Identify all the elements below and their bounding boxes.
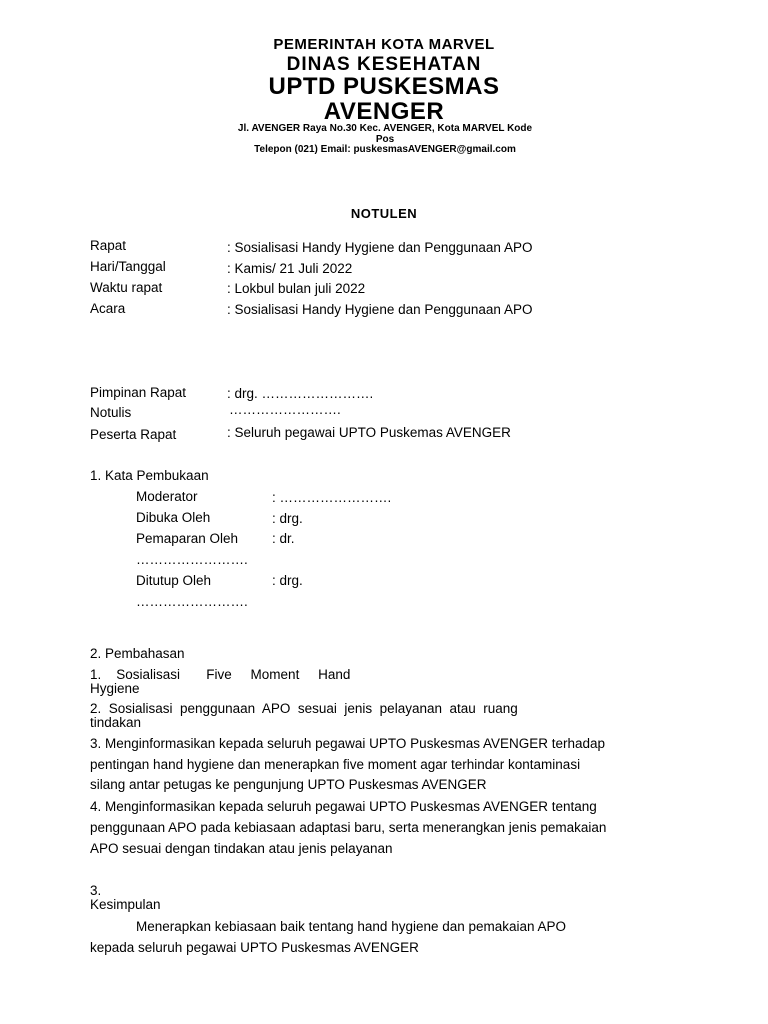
meeting-value-rapat: : Sosialisasi Handy Hygiene dan Penggunaan APO: [227, 240, 533, 255]
section1-presenter-dots: …………………….: [136, 552, 248, 567]
section3-line1: Menerapkan kebiasaan baik tentang hand hygiene dan pemakaian APO: [136, 919, 567, 934]
document-title: NOTULEN: [350, 206, 418, 221]
section3-title: Kesimpulan: [90, 897, 161, 912]
section1-value-moderator: : …………………….: [272, 490, 392, 505]
section1-title: 1. Kata Pembukaan: [90, 468, 209, 483]
meeting-value-time: : Lokbul bulan juli 2022: [227, 281, 366, 296]
people-label-participants: Peserta Rapat: [90, 427, 177, 442]
meeting-label-agenda: Acara: [90, 301, 126, 316]
meeting-label-date: Hari/Tanggal: [90, 259, 166, 274]
section1-value-presenter: : dr.: [272, 531, 295, 546]
section3-line2: kepada seluruh pegawai UPTO Puskesmas AVENGER: [90, 940, 419, 955]
meeting-value-date: : Kamis/ 21 Juli 2022: [227, 261, 353, 276]
people-label-leader: Pimpinan Rapat: [90, 385, 187, 400]
meeting-value-agenda: : Sosialisasi Handy Hygiene dan Penggunaan APO: [227, 302, 533, 317]
section2-item2-cont: tindakan: [90, 715, 142, 730]
section1-label-moderator: Moderator: [136, 489, 198, 504]
section2-item2: 2. Sosialisasi penggunaan APO sesuai jenis pelayanan atau ruang: [90, 701, 518, 716]
section1-value-opened: : drg.: [272, 511, 303, 526]
people-value-notulis: …………………….: [229, 402, 341, 417]
section2-item1-cont: Hygiene: [90, 681, 140, 696]
section2-item3-line2: pentingan hand hygiene dan menerapkan five moment agar terhindar kontaminasi: [90, 757, 581, 772]
header-department: DINAS KESEHATAN: [286, 54, 482, 75]
section2-item1: 1. Sosialisasi Five Moment Hand: [90, 667, 351, 682]
section1-closed-dots: …………………….: [136, 594, 248, 609]
people-label-notulis: Notulis: [90, 405, 132, 420]
section2-item4-line1: 4. Menginformasikan kepada seluruh pegawai UPTO Puskesmas AVENGER tentang: [90, 799, 597, 814]
header-unit: UPTD PUSKESMAS: [268, 73, 500, 100]
section2-item3-line3: silang antar petugas ke pengunjung UPTO Puskesmas AVENGER: [90, 777, 487, 792]
header-contact: Telepon (021) Email: puskesmasAVENGER@gmail.com: [254, 144, 516, 155]
section2-item4-line3: APO sesuai dengan tindakan atau jenis pelayanan: [90, 841, 393, 856]
section1-label-opened: Dibuka Oleh: [136, 510, 211, 525]
header-unit-name: AVENGER: [323, 98, 445, 125]
section2-item4-line2: penggunaan APO pada kebiasaan adaptasi baru, serta menerangkan jenis pemakaian: [90, 820, 607, 835]
section1-value-closed: : drg.: [272, 573, 303, 588]
meeting-label-time: Waktu rapat: [90, 280, 163, 295]
section2-item3-line1: 3. Menginformasikan kepada seluruh pegawai UPTO Puskesmas AVENGER terhadap: [90, 736, 606, 751]
header-government: PEMERINTAH KOTA MARVEL: [273, 36, 495, 53]
section3-number: 3.: [90, 883, 102, 898]
section1-label-closed: Ditutup Oleh: [136, 573, 212, 588]
section2-title: 2. Pembahasan: [90, 646, 185, 661]
meeting-label-rapat: Rapat: [90, 238, 127, 253]
header-address: Jl. AVENGER Raya No.30 Kec. AVENGER, Kota MARVEL Kode: [237, 123, 533, 134]
header-address-postal: Pos: [375, 134, 395, 145]
people-value-participants: : Seluruh pegawai UPTO Puskemas AVENGER: [227, 425, 511, 440]
people-value-leader: : drg. …………………….: [227, 386, 374, 401]
section1-label-presenter: Pemaparan Oleh: [136, 531, 239, 546]
